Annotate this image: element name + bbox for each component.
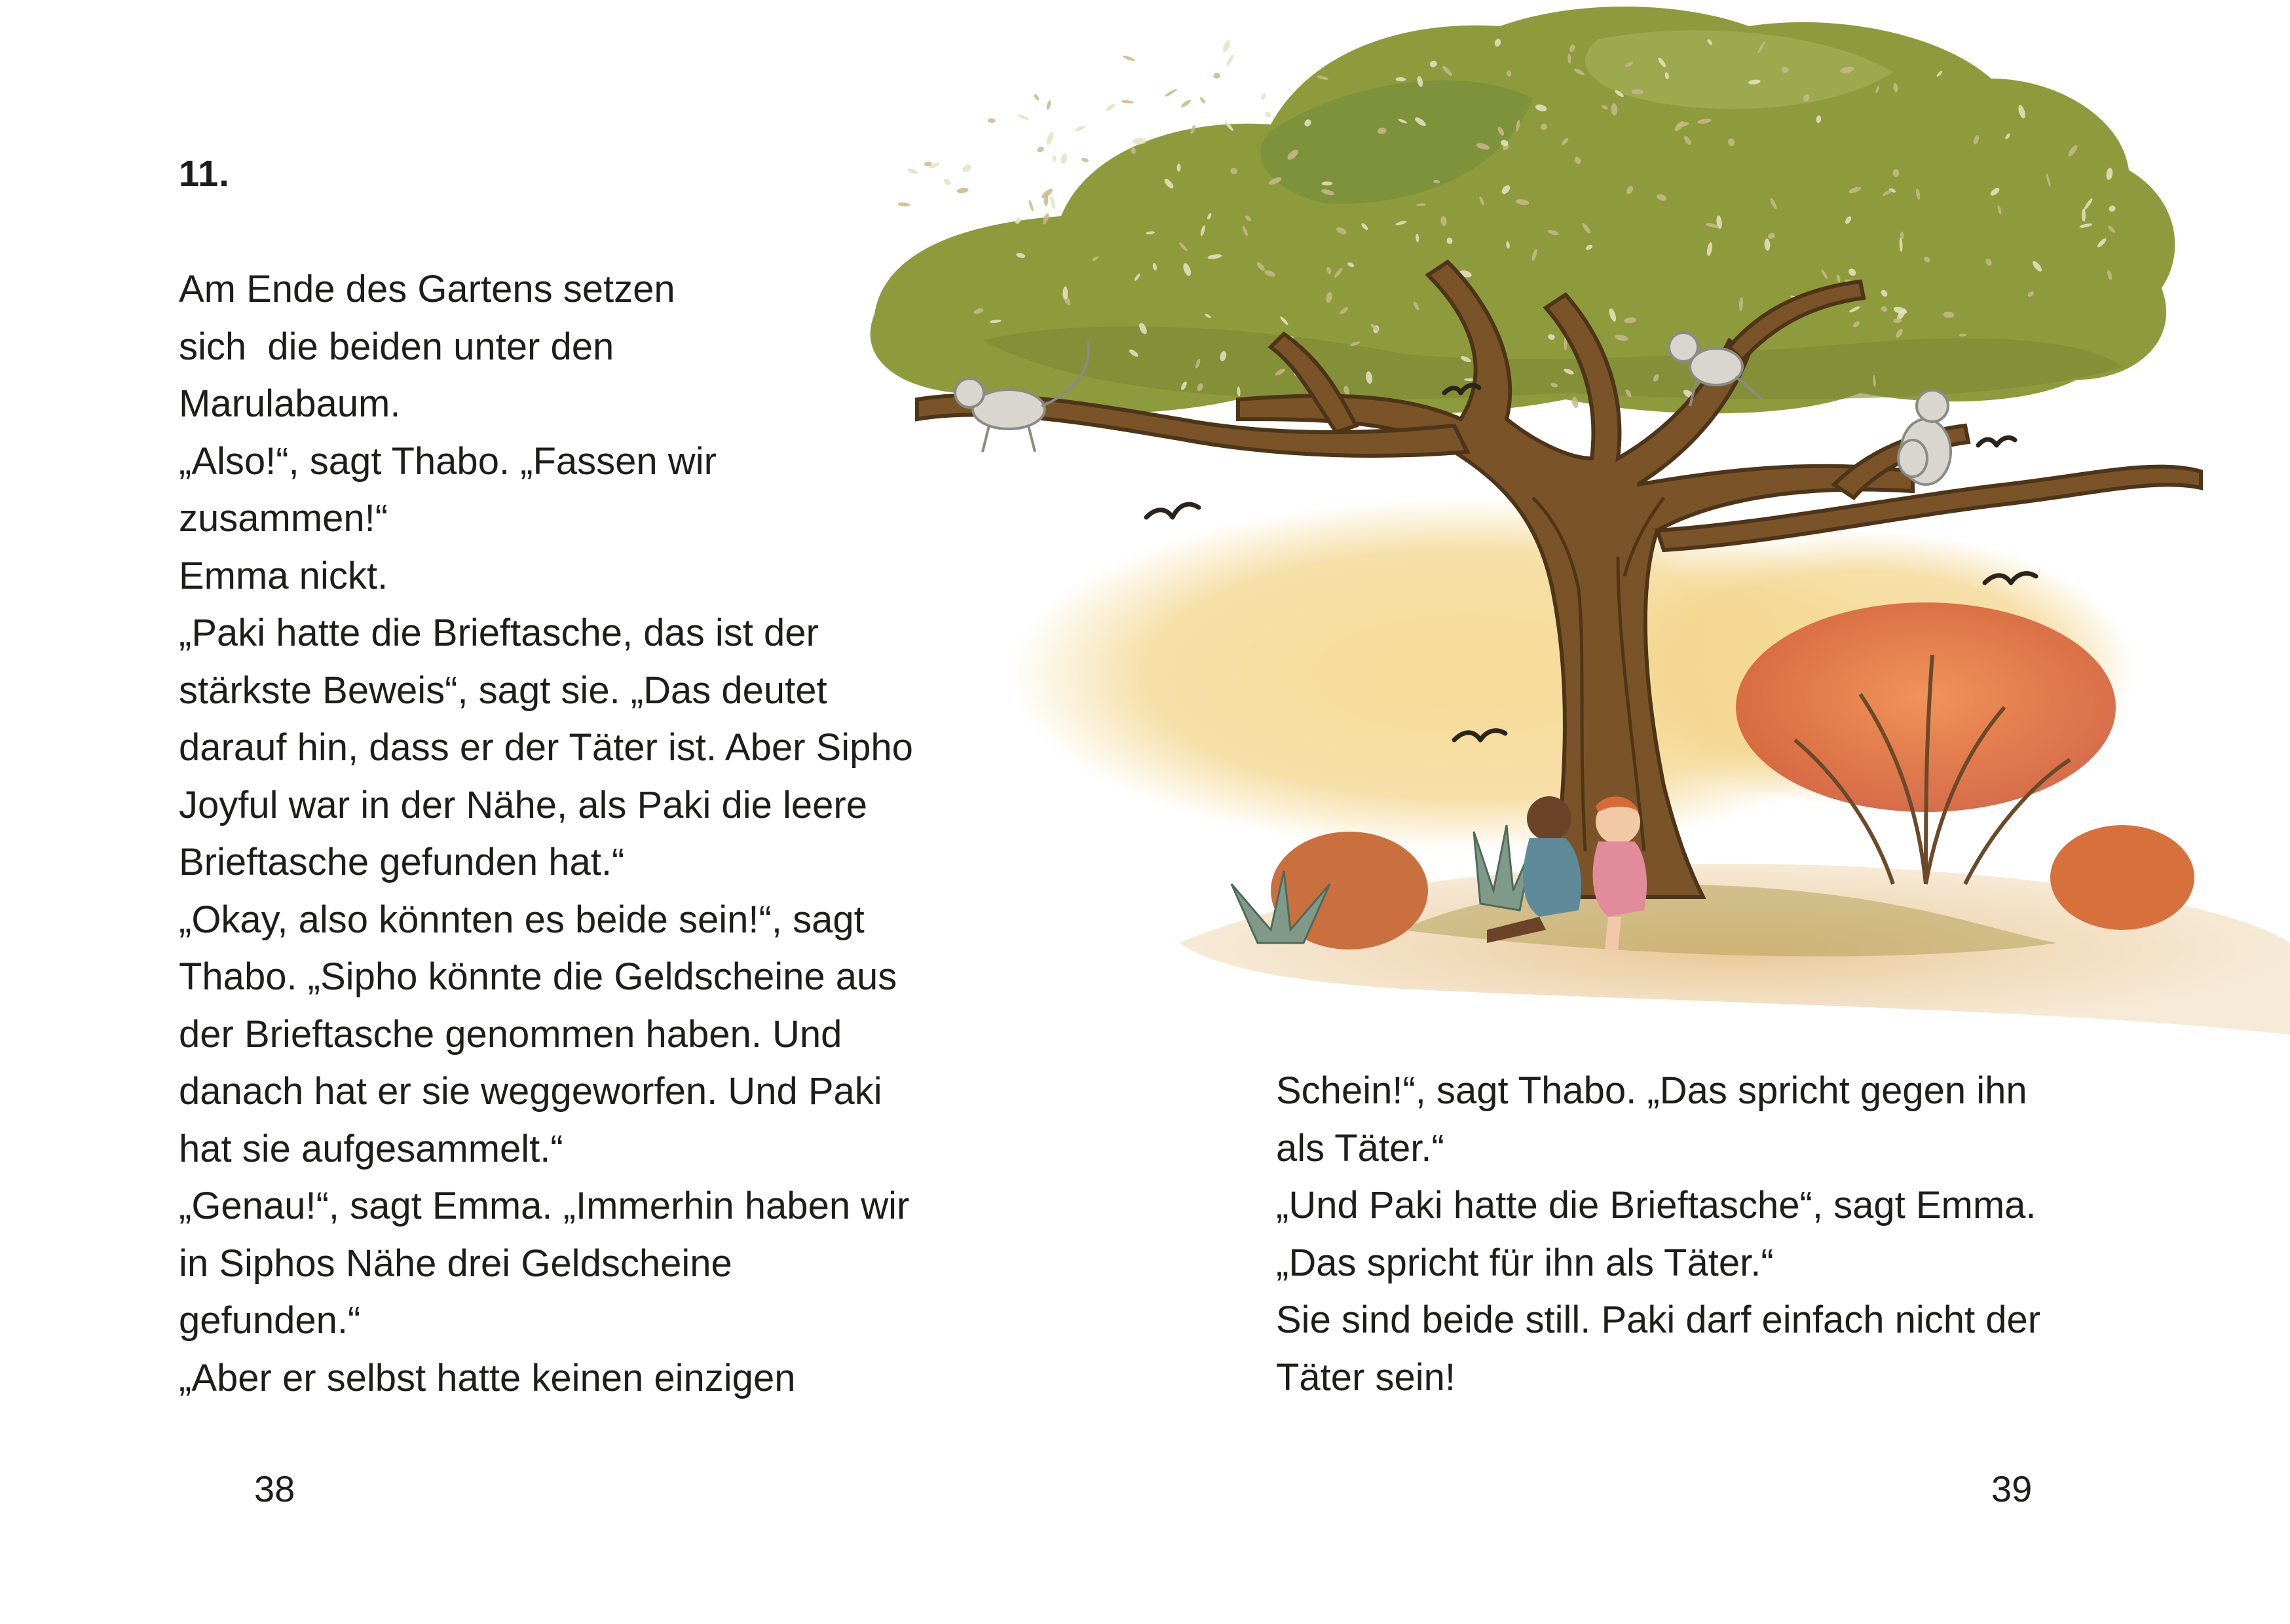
leaf-speckle xyxy=(1260,92,1267,101)
leaf-speckle xyxy=(956,187,969,194)
leaf-speckle xyxy=(943,177,952,187)
leaf-speckle xyxy=(1121,100,1134,103)
text-line: Brieftasche gefunden hat.“ xyxy=(179,841,625,883)
text-line: Sie sind beide still. Paki darf einfach nicht der xyxy=(1276,1299,2041,1341)
leaf-speckle xyxy=(1028,199,1034,212)
leaf-speckle xyxy=(988,118,996,122)
text-line: Marulabaum. xyxy=(179,382,401,425)
leaf-speckle xyxy=(1033,93,1040,101)
leaf-speckle xyxy=(897,202,910,208)
right-page-text xyxy=(1276,1062,2193,1406)
text-line: „Und Paki hatte die Brieftasche“, sagt Emma. xyxy=(1276,1184,2037,1227)
text-line: in Siphos Nähe drei Geldscheine xyxy=(179,1242,732,1285)
leaf-speckle xyxy=(1264,111,1272,119)
leaf-speckle xyxy=(1164,88,1178,98)
text-line: „Aber er selbst hatte keinen einzigen xyxy=(179,1356,796,1399)
text-line: Thabo. „Sipho könnte die Geldscheine aus xyxy=(179,955,897,998)
text-line: danach hat er sie weggeworfen. Und Paki xyxy=(179,1070,882,1113)
leaf-speckle xyxy=(961,163,972,174)
text-line: zusammen!“ xyxy=(179,497,388,540)
text-line: „Also!“, sagt Thabo. „Fassen wir xyxy=(179,439,717,483)
text-line: der Brieftasche genommen haben. Und xyxy=(179,1012,842,1056)
leaf-speckle xyxy=(1081,157,1089,163)
leaf-speckle xyxy=(1213,73,1220,79)
leaf-speckle xyxy=(1075,124,1086,132)
leaf-speckle xyxy=(907,168,918,175)
text-line: stärkste Beweis“, sagt sie. „Das deutet xyxy=(179,669,827,712)
leaf-speckle xyxy=(1122,54,1136,62)
text-line: „Paki hatte die Brieftasche, das ist der xyxy=(179,612,819,654)
text-line: Am Ende des Gartens setzen xyxy=(179,268,675,310)
chapter-number: 11. xyxy=(179,153,230,194)
text-line: „Das spricht für ihn als Täter.“ xyxy=(1276,1241,1774,1284)
leaf-speckle xyxy=(1225,54,1235,67)
leaf-speckle xyxy=(1017,113,1030,121)
page-number-left: 38 xyxy=(254,1468,295,1509)
leaf-speckle xyxy=(1045,100,1051,111)
small-bush xyxy=(2050,825,2194,930)
leaf-speckle xyxy=(1199,96,1206,104)
text-line: als Täter.“ xyxy=(1276,1126,1444,1170)
leaf-speckle xyxy=(1045,130,1055,145)
leaf-speckle xyxy=(1060,153,1068,164)
monkey-right xyxy=(1898,390,1951,485)
page-number-right: 39 xyxy=(1991,1468,2033,1509)
text-line: darauf hin, dass er der Täter ist. Aber Sipho xyxy=(179,726,913,769)
leaf-speckle xyxy=(1222,39,1231,54)
text-line: sich die beiden unter den xyxy=(179,325,614,368)
leaf-speckle xyxy=(1105,103,1116,113)
leaf-speckle xyxy=(1180,98,1192,108)
text-line: hat sie aufgesammelt.“ xyxy=(179,1127,563,1170)
marula-tree-illustration xyxy=(812,0,2290,1048)
leaf-speckle xyxy=(1049,195,1057,210)
leaf-speckle xyxy=(1036,145,1045,153)
text-line: gefunden.“ xyxy=(179,1299,361,1342)
text-line: „Genau!“, sagt Emma. „Immerhin haben wir xyxy=(179,1185,910,1227)
text-line: Emma nickt. xyxy=(179,554,388,597)
text-line: „Okay, also könnten es beide sein!“, sagt xyxy=(179,898,865,941)
text-line: Täter sein! xyxy=(1276,1356,1455,1399)
leaf-speckle xyxy=(1053,155,1057,162)
text-line: Schein!“, sagt Thabo. „Das spricht gegen ihn xyxy=(1276,1069,2027,1112)
text-line: Joyful war in der Nähe, als Paki die leere xyxy=(179,783,867,826)
